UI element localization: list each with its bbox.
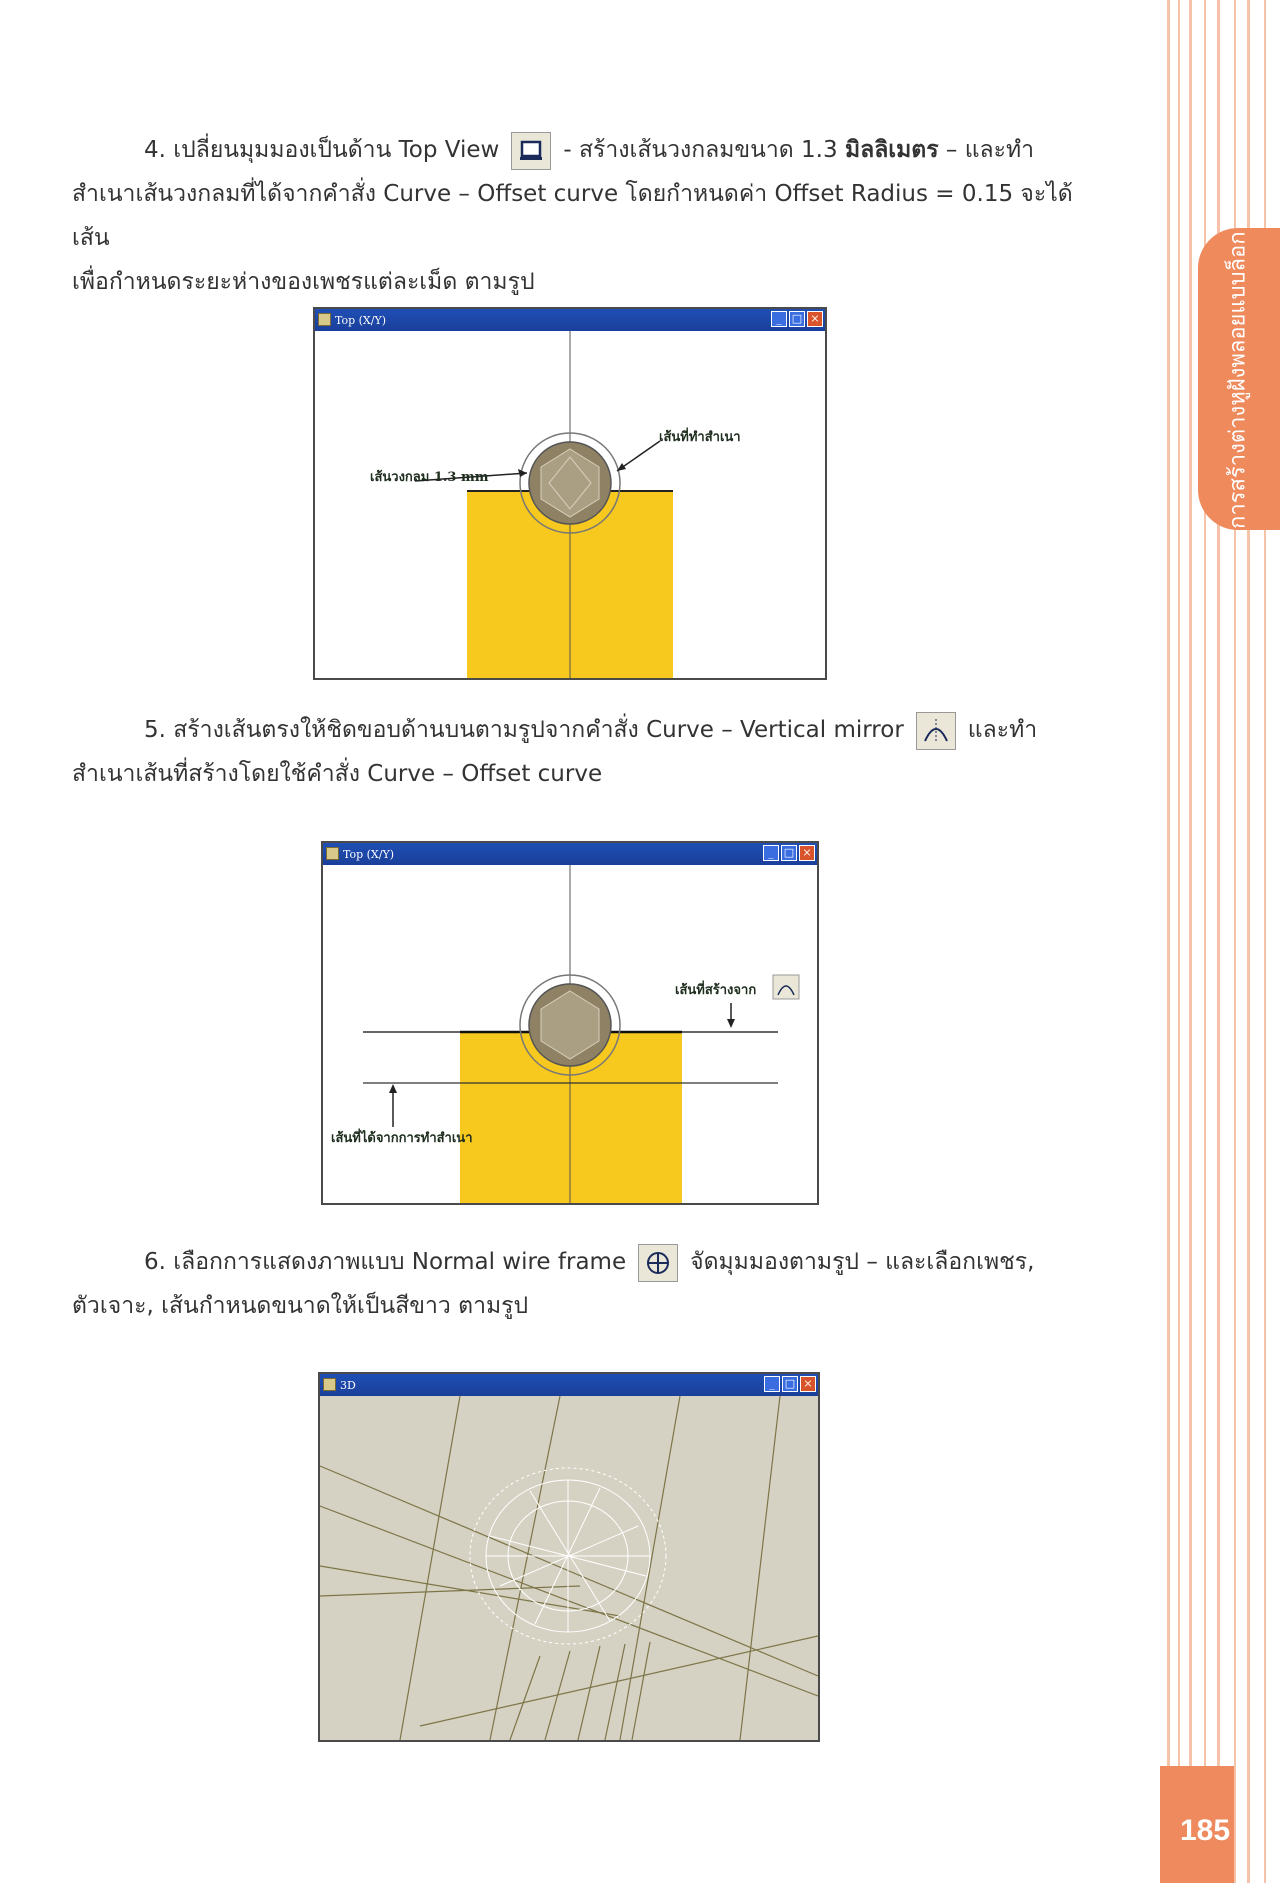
step-6 (72, 1240, 1084, 1328)
step-number: 6. (144, 1249, 166, 1275)
close-button[interactable]: × (807, 311, 823, 327)
app-icon (318, 313, 331, 326)
viewport (315, 331, 825, 678)
step-text: เพื่อกำหนดระยะห่างของเพชรแต่ละเม็ด ตามรูป (72, 269, 535, 295)
step-text: สร้างเส้นตรงให้ชิดขอบด้านบนตามรูปจากคำสั่ง Curve – Vertical mirror (173, 717, 904, 743)
vertical-mirror-icon (916, 712, 956, 750)
minimize-button[interactable]: _ (763, 845, 779, 861)
window-titlebar (323, 843, 817, 865)
step-text: เปลี่ยนมุมมองเป็นด้าน Top View (173, 137, 500, 163)
step-text-bold: มิลลิเมตร (844, 137, 939, 163)
figure-3d-view (318, 1372, 820, 1742)
window-title: Top (X/Y) (335, 313, 387, 327)
step-text: และทำ (967, 717, 1038, 743)
label-created-line: เส้นที่สร้างจาก (675, 983, 757, 998)
close-button[interactable]: × (800, 1376, 816, 1392)
wireframe-gem (470, 1468, 666, 1644)
label-copy-line: เส้นที่ได้จากการทำสำเนา (331, 1131, 473, 1146)
maximize-button[interactable]: □ (782, 1376, 798, 1392)
app-icon (326, 847, 339, 860)
window-titlebar (315, 309, 825, 331)
minimize-button[interactable]: _ (771, 311, 787, 327)
top-view-icon (511, 132, 551, 170)
step-text: เลือกการแสดงภาพแบบ Normal wire frame (173, 1249, 627, 1275)
viewport-3d (320, 1396, 818, 1740)
step-4 (72, 128, 1084, 304)
step-5 (72, 708, 1084, 796)
page-number: 185 (1180, 1814, 1231, 1847)
minimize-button[interactable]: _ (764, 1376, 780, 1392)
step-text: - สร้างเส้นวงกลมขนาด 1.3 (563, 137, 838, 163)
figure-top-view-1 (313, 307, 827, 680)
label-circle-1-3mm: เส้นวงกลม 1.3 mm (370, 470, 489, 485)
window-title: 3D (340, 1378, 356, 1392)
maximize-button[interactable]: □ (789, 311, 805, 327)
maximize-button[interactable]: □ (781, 845, 797, 861)
step-text: สำเนาเส้นวงกลมที่ได้จากคำสั่ง Curve – Offset curve โดยกำหนดค่า Offset Radius = 0.15 จะได้เส้น (72, 181, 1073, 251)
step-text: ตัวเจาะ, เส้นกำหนดขนาดให้เป็นสีขาว ตามรูป (72, 1293, 529, 1319)
step-text: จัดมุมมองตามรูป – และเลือกเพชร, (690, 1249, 1035, 1275)
step-number: 4. (144, 137, 166, 163)
vertical-mirror-icon (773, 975, 799, 999)
figure-top-view-2 (321, 841, 819, 1205)
window-title: Top (X/Y) (343, 847, 395, 861)
chapter-title: การสร้างต่างหูฝังพลอยแบบล็อก (1225, 231, 1251, 529)
label-copied-line: เส้นที่ทำสำเนา (659, 430, 741, 445)
step-number: 5. (144, 717, 166, 743)
step-text: สำเนาเส้นที่สร้างโดยใช้คำสั่ง Curve – Offset curve (72, 761, 603, 787)
window-titlebar (320, 1374, 818, 1396)
wireframe-icon (638, 1244, 678, 1282)
step-text: – และทำ (945, 137, 1035, 163)
viewport (323, 865, 817, 1203)
app-icon (323, 1378, 336, 1391)
close-button[interactable]: × (799, 845, 815, 861)
